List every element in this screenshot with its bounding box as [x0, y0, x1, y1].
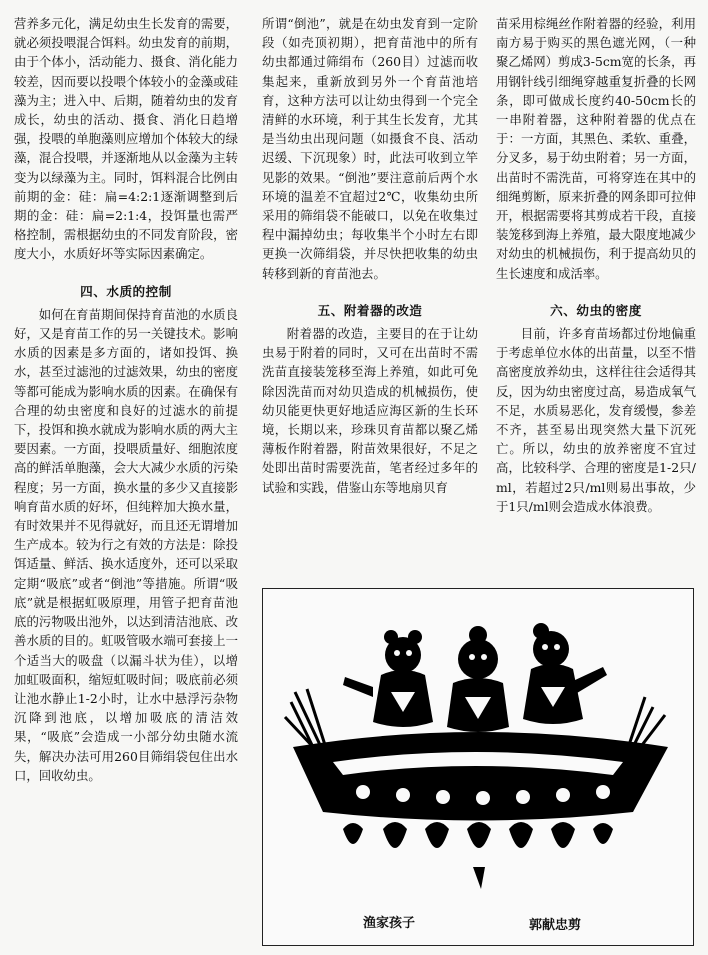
section-6-heading: 六、幼虫的密度	[550, 302, 642, 318]
figure-author: 郭献忠剪	[529, 918, 582, 933]
papercut-figure	[262, 588, 694, 946]
water-quality-paragraph: 如何在育苗期间保持育苗池的水质良好，又是育苗工作的另一关键技术。影响水质的因素是多方面的，诸如投饵、换水，甚至过滤池的过滤效果，幼虫的密度等都可能成为影响水质的因素。在确保有合理的幼虫密度和良好的过滤水的前提下，投饵和换水就成为影响水质的两大主要因素。一方面，投喂质量好、细胞浓度高的鲜活单胞藻，会大大减少水质的污染程度；另一方面，换水量的多少又直接影响育苗水质的好坏，但纯粹加大换水量，有时效果并不见得就好，而且还无谓增加生产成本。较为行之有效的方法是：除投饵适量、鲜活、换水适度外，还可以采取定期“吸底”或者“倒池”等措施。所谓“吸底”就是根据虹吸原理，用管子把育苗池底的污物吸出池外，以达到清洁池底、改善水质的目的。虹吸管吸水端可套接上一个适当大的吸盘（以漏斗状为佳），以增加虹吸面积，缩短虹吸时间；吸底前必须让池水静止1-2小时，让水中悬浮污杂物沉降到池底，以增加吸底的清洁效果，“吸底”会造成一小部分幼虫随水流失，解决办法可用260目筛绢袋包住出水口，回收幼虫。	[14, 306, 238, 783]
attachment-continued-paragraph: 苗采用棕绳丝作附着器的经验，利用南方易于购买的黑色遮光网，（一种聚乙烯网）剪成3-5cm宽的长条，再用钢针线引细绳穿越重复折叠的长网条，即可做成长度约40-50cm长的一串附着器，这种附着器的优点在于：一方面，其黑色、柔软、重叠，分叉多，易于幼虫附着；另一方面，出苗时不需洗苗，可将穿连在其中的细绳剪断，原来折叠的网条即可拉伸开，根据需要将其剪成若干段，直接装笼移到海上养殖，最大限度地减少对幼虫的机械损伤，利于提高幼贝的生长速度和成活率。	[496, 16, 696, 281]
attachment-paragraph: 附着器的改造，主要目的在于让幼虫易于附着的同时，又可在出苗时不需洗苗直接装笼移至海上养殖，如此可免除因洗苗而对幼贝造成的机械损伤，使幼贝能更快更好地适应海区新的生长环境，长期以来，珍珠贝育苗都以聚乙烯薄板作附着器，附苗效果很好，不足之处即出苗时需要洗苗，笔者经过多年的试验和实践，借鉴山东等地扇贝育	[262, 326, 478, 495]
papercut-fisher-children-icon	[273, 597, 683, 897]
column-middle	[262, 14, 478, 497]
pool-transfer-paragraph: 所谓“倒池”，就是在幼虫发育到一定阶段（如壳顶初期），把育苗池中的所有幼虫都通过筛绢布（260目）过滤而收集起来，重新放到另外一个育苗池培育，这种方法可以让幼虫得到一个完全清鲜的水环境，利于其生长发育，尤其是当幼虫出现问题（如摄食不良、活动迟缓、下沉现象）时，此法可收到立竿见影的效果。“倒池”要注意前后两个水环境的温差不宜超过2℃，收集幼虫所采用的筛绢袋不能破口，以免在收集过程中漏掉幼虫；每收集半个小时左右即更换一次筛绢袋，并尽快把收集的幼虫转移到新的育苗池去。	[262, 16, 478, 281]
column-left	[14, 14, 238, 785]
feeding-paragraph: 营养多元化，满足幼虫生长发育的需要，就必须投喂混合饵料。幼虫发育的前期，由于个体小，活动能力、摄食、消化能力较差，因而要以投喂个体较小的金藻或硅藻为主；进入中、后期，随着幼虫的发育成长，幼虫的活动、摄食、消化日趋增强，投喂的单胞藻则应增加个体较大的绿藻，混合投喂，并逐渐地从以金藻为主转变为以绿藻为主。同时，饵料混合比例由前期的金：硅：扁=4:2:1逐渐调整到后期的金：硅：扁=2:1:4，投饵量也需严格控制，需根据幼虫的不同发育阶段，密度大小，水质好坏等实际因素确定。	[14, 16, 238, 262]
column-right	[496, 14, 696, 516]
section-5-heading: 五、附着器的改造	[317, 302, 423, 318]
section-4-heading: 四、水质的控制	[80, 283, 172, 299]
figure-title: 渔家孩子	[363, 916, 416, 931]
larva-density-paragraph: 目前，许多育苗场都过份地偏重于考虑单位水体的出苗量，以至不惜高密度放养幼虫，这样往往会适得其反，因为幼虫密度过高，易造成氧气不足，水质易恶化，发育缓慢，参差不齐，甚至易出现突然大量下沉死亡。所以，幼虫的放养密度不宜过高，比较科学、合理的密度是1-2只/ml，若超过2只/ml则易出事故，少于1只/ml则会造成水体浪费。	[496, 326, 696, 514]
